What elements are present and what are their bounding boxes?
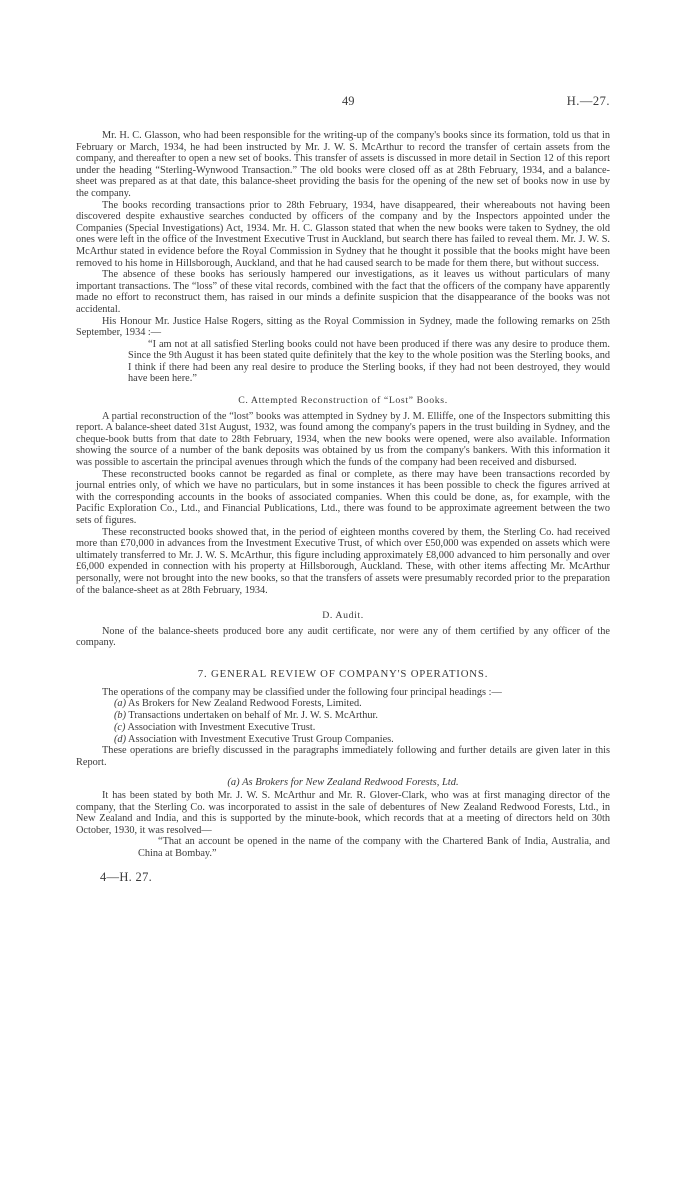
paragraph: The absence of these books has seriously hampered our investigations, as it leaves us without particulars of many important transactions. The “loss” of these vital records, combined with the fact that the officers of the company have apparently made no effort to reconstruct them, has raised in our minds a definite suspicion that the disappearance of the books was not accidental.: [76, 269, 610, 315]
page-footer: 4—H. 27.: [100, 869, 153, 884]
paragraph: The books recording transactions prior to 28th February, 1934, have disappeared, their whereabouts not having been discovered despite exhaustive searches conducted by officers of the company and by the Inspectors appointed under the Companies (Special Investigations) Act, 1934. Mr. H. C. Glasson stated that when the new books were taken to Sydney, the old ones were left in the office of the Investment Executive Trust in Auckland, but search there has failed to reveal them. Mr. J. W. S. McArthur stated in evidence before the Royal Commission in Sydney that he thought it possible that the books might have been removed to his home in Hillsborough, Auckland, and that he had caused search to be made for them there, but without success.: [76, 199, 610, 269]
list-item: (c) Association with Investment Executive Trust.: [114, 721, 316, 733]
list-item: (b) Transactions undertaken on behalf of Mr. J. W. S. McArthur.: [114, 709, 378, 721]
paragraph: Mr. H. C. Glasson, who had been responsible for the writing-up of the company's books since its formation, told us that in February or March, 1934, he had been instructed by Mr. J. W. S. McArthur to record the transfer of certain assets from the company, and thereafter to open a new set of books. This transfer of assets is discussed in more detail in Section 12 of this report under the heading “Sterling-Wynwood Transaction.” The old books were closed off as at 28th February, 1934, and a balance-sheet was prepared as at that date, this balance-sheet providing the basis for the opening of the new set of books now in use by the company.: [76, 130, 610, 199]
paragraph: His Honour Mr. Justice Halse Rogers, sitting as the Royal Commission in Sydney, made the following remarks on 25th September, 1934 :—: [76, 315, 610, 339]
paragraph: These reconstructed books cannot be regarded as final or complete, as there may have been transactions recorded by journal entries only, of which we have no particulars, but in some instances it has been possible to check the figures arrived at with the corresponding accounts in the books of associated companies. When this could be done, as, for example, with the Pacific Exploration Co., Ltd., and Financial Publications, Ltd., there was found to be approximate agreement between the two sets of figures.: [76, 468, 610, 526]
paragraph: None of the balance-sheets produced bore any audit certificate, nor were any of them certified by any officer of the company.: [76, 625, 610, 649]
block-quote: “That an account be opened in the name of the company with the Chartered Bank of India, Australia, and China at Bombay.”: [138, 836, 610, 860]
block-quote: “I am not at all satisfied Sterling books could not have been produced if there was any desire to produce them. Since the 9th August it has been stated quite definitely that the key to the whole position was the Sterling books, and I think if there had been any real desire to produce the Sterling books, if they had not been destroyed, they would have been here.”: [128, 338, 610, 385]
paragraph: It has been stated by both Mr. J. W. S. McArthur and Mr. R. Glover-Clark, who was at first managing director of the company, that the Sterling Co. was incorporated to assist in the sale of debentures of New Zealand Redwood Forests, Ltd., in New Zealand and India, and this is supported by the minute-book, which records that at a meeting of directors held on 30th October, 1930, it was resolved—: [76, 790, 610, 836]
section-heading-c: C. Attempted Reconstruction of “Lost” Books.: [238, 395, 448, 407]
section-heading-d: D. Audit.: [322, 610, 364, 622]
section-heading-7: 7. GENERAL REVIEW OF COMPANY'S OPERATIONS.: [197, 667, 489, 680]
paragraph: These operations are briefly discussed in the paragraphs immediately following and further details are given later in this Report.: [76, 745, 610, 768]
document-reference: H.—27.: [566, 94, 610, 108]
paragraph: A partial reconstruction of the “lost” books was attempted in Sydney by J. M. Elliffe, one of the Inspectors submitting this report. A balance-sheet dated 31st August, 1932, was found among the company's papers in the trust building in Sydney, and the cheque-book butts from that date to 28th February, 1934, when the new books were opened, were also available. Information showing the source of a number of the bank deposits was obtained by us from the company's bankers. With this information it was possible to ascertain the principal avenues through which the funds of the company had been received and disbursed.: [76, 410, 610, 469]
paragraph: The operations of the company may be classified under the following four principal headings :—: [102, 686, 502, 698]
intro-section: [76, 130, 610, 385]
list-item: (a) As Brokers for New Zealand Redwood Forests, Limited.: [114, 698, 362, 710]
list-item: (d) Association with Investment Executive Trust Group Companies.: [114, 733, 394, 745]
operations-list: [114, 698, 610, 745]
sub-heading-a: (a) As Brokers for New Zealand Redwood Forests, Ltd.: [227, 776, 459, 788]
document-page: [76, 96, 610, 883]
page-header: [80, 96, 610, 112]
paragraph: These reconstructed books showed that, in the period of eighteen months covered by them, the Sterling Co. had received more than £70,000 in advances from the Investment Executive Trust, of which over £50,000 was expended on assets which were ultimately transferred to Mr. J. W. S. McArthur, this figure including approximately £8,000 advanced to him personally and over £6,000 expended in connection with his property at Hillsborough, Auckland. These, with other items affecting Mr. McArthur personally, were not brought into the new books, so that the transfers of assets were presumably recorded prior to the preparation of the balance-sheet as at 28th February, 1934.: [76, 526, 610, 596]
page-number: 49: [342, 94, 355, 108]
